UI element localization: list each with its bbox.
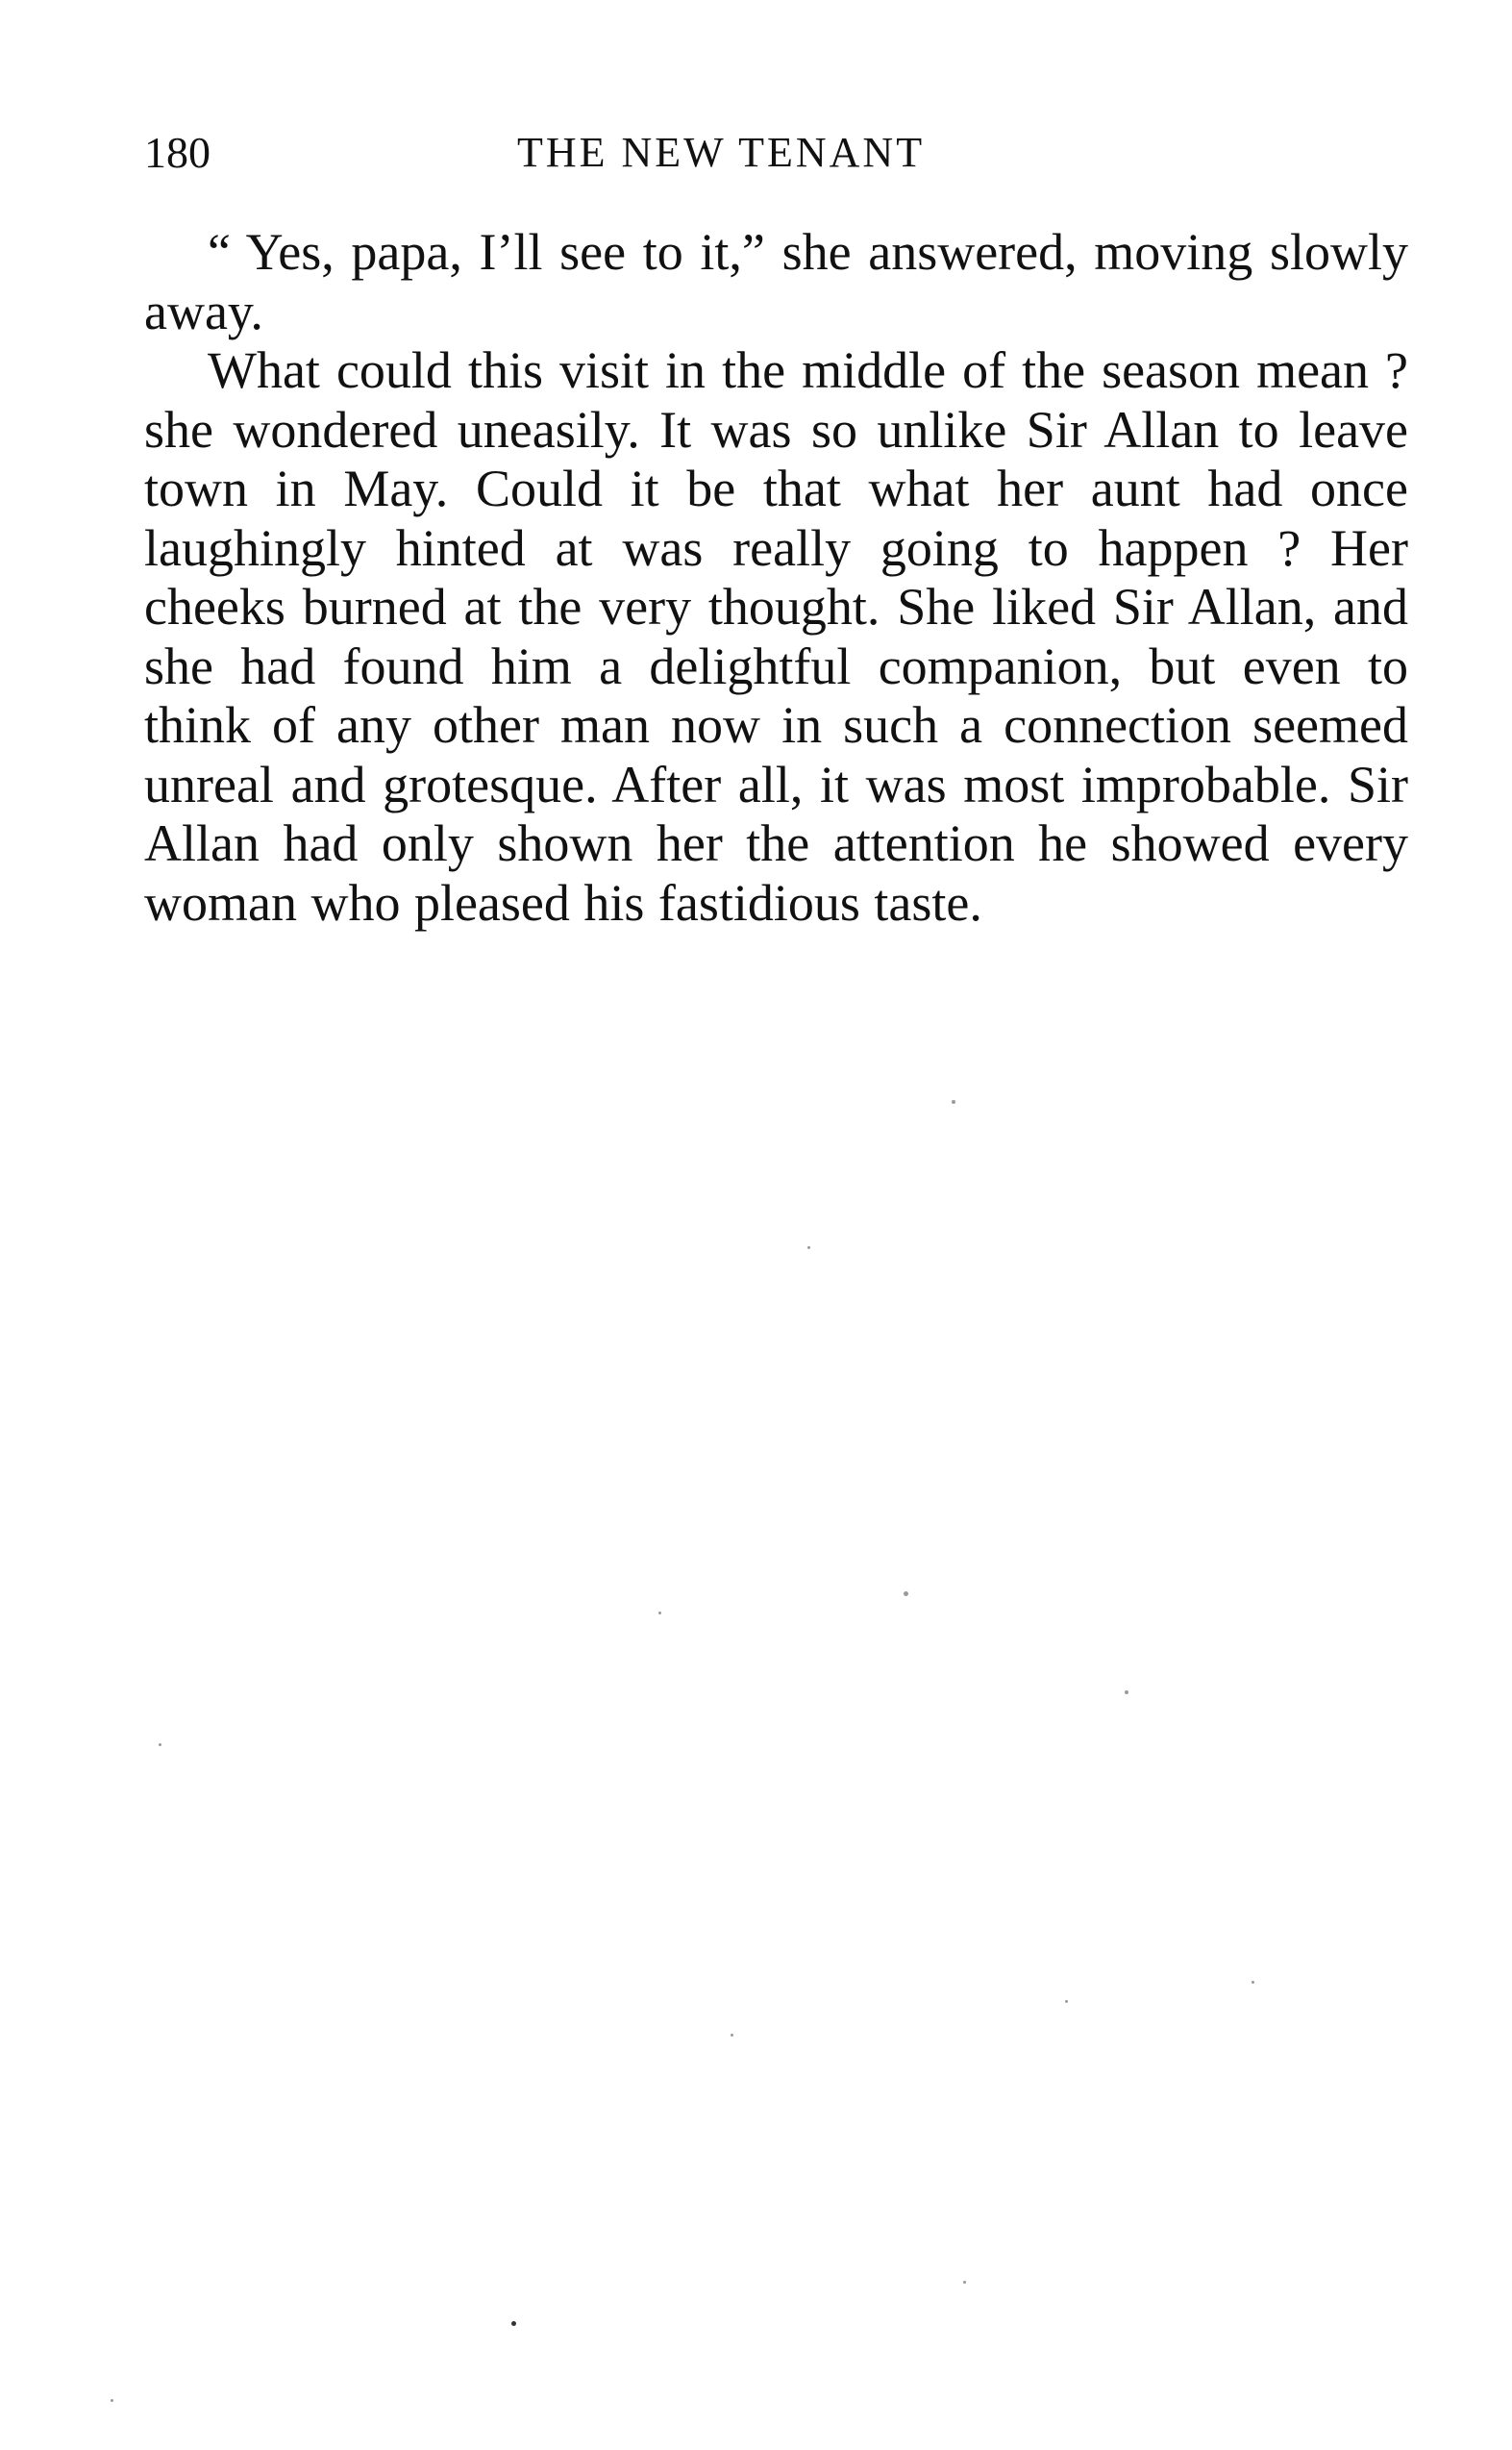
scan-speck [963,2281,966,2284]
scan-speck [159,1743,161,1746]
scan-speck [511,2321,516,2326]
paragraph: “ Yes, papa, I’ll see to it,” she answered, moving slowly away. [144,223,1408,340]
scan-speck [952,1100,955,1104]
scan-speck [807,1246,810,1249]
scan-speck [1252,1981,1254,1984]
scan-speck [1125,1690,1128,1694]
scan-speck [904,1591,908,1596]
scan-speck [731,2034,733,2037]
running-title: THE NEW TENANT [517,129,926,176]
scan-speck [1065,2000,1068,2003]
running-head [144,119,1029,187]
scan-speck [111,2399,113,2402]
paragraph: What could this visit in the middle of the season mean ? she wondered uneasily. It was so unlike Sir Allan to leave town in May. Could it be that what her aunt had once laughingly hinted at was really going to happen ? Her cheeks burned at the very thought. She liked Sir Allan, and she had found him a delightful companion, but even to think of any other man now in such a connection seemed unreal and grotesque. After all, it was most improbable. Sir Allan had only shown her the attention he showed every woman who pleased his fastidious taste. [144,341,1408,932]
page-number: 180 [144,128,211,177]
scan-speck [658,1612,661,1614]
body-text [144,223,1408,933]
